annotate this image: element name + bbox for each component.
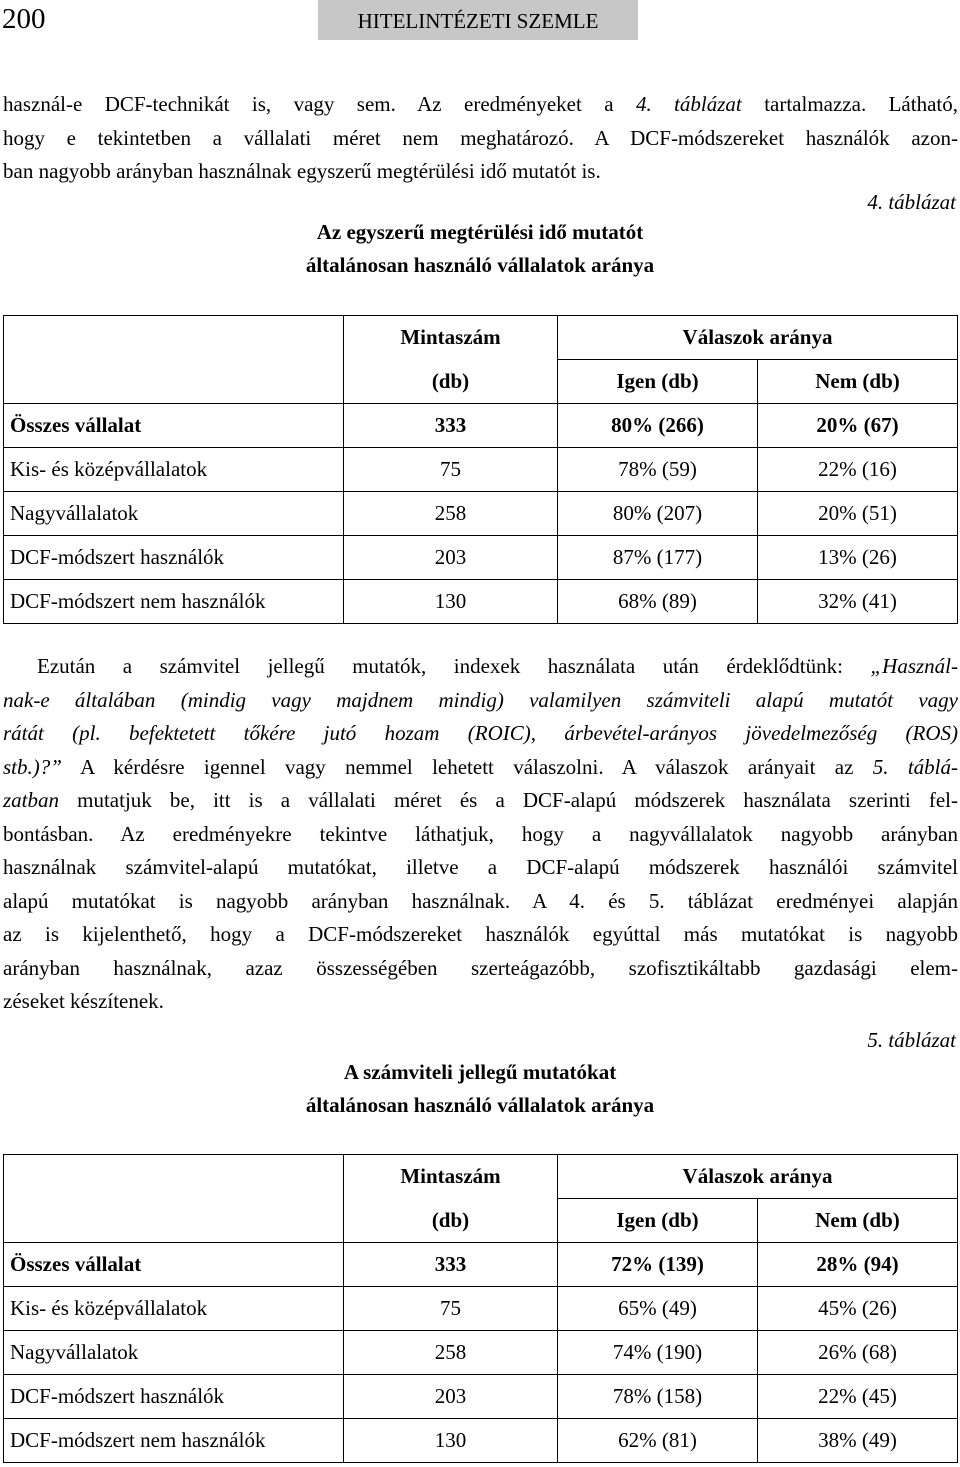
table-cell: Kis- és középvállalatok [4, 448, 344, 492]
table-payback [3, 315, 958, 624]
table-cell: DCF-módszert nem használók [4, 580, 344, 624]
header-empty [4, 360, 344, 404]
table-cell: 75 [344, 1287, 558, 1331]
text-line: ban nagyobb arányban használnak egyszerű megtérülési idő mutatót is. [3, 159, 601, 183]
table-cell: 65% (49) [558, 1287, 758, 1331]
table-cell: Nagyvállalatok [4, 492, 344, 536]
journal-title: HITELINTÉZETI SZEMLE [318, 0, 638, 40]
table-row [4, 1331, 958, 1375]
table-cell: 22% (16) [758, 448, 958, 492]
header-no: Nem (db) [758, 360, 958, 404]
page-number: 200 [2, 3, 46, 35]
text-line: Ezután a számvitel jellegű mutatók, indexek használata után érdeklődtünk: „Használ- [37, 654, 958, 678]
header-empty [4, 1199, 344, 1243]
table-number: 5. táblázat [867, 1028, 956, 1052]
table-title: A számviteli jellegű mutatókat általánosan használó vállalatok aránya [305, 1060, 655, 1117]
table-cell: 258 [344, 492, 558, 536]
table-row [4, 1243, 958, 1287]
paragraph-intro [3, 88, 958, 189]
header-answers: Válaszok aránya [558, 1155, 958, 1199]
table-cell: 20% (51) [758, 492, 958, 536]
header-yes: Igen (db) [558, 360, 758, 404]
table-cell: 75 [344, 448, 558, 492]
table-cell: 130 [344, 580, 558, 624]
header-sample-unit: (db) [344, 1199, 558, 1243]
table-cell: Nagyvállalatok [4, 1331, 344, 1375]
table-row [4, 1287, 958, 1331]
paragraph-body [3, 650, 958, 1019]
text-line: stb.)?” A kérdésre igennel vagy nemmel lehetett válaszolni. A válaszok arányait az 5. táblá- [3, 754, 958, 779]
header-sample-unit: (db) [344, 360, 558, 404]
text-line: alapú mutatókat is nagyobb arányban használnak. A 4. és 5. táblázat eredményei alapján [3, 888, 958, 913]
table-cell: 38% (49) [758, 1419, 958, 1463]
table-row [4, 1375, 958, 1419]
table-cell: 78% (59) [558, 448, 758, 492]
table-cell: 26% (68) [758, 1331, 958, 1375]
table-cell: 78% (158) [558, 1375, 758, 1419]
table-title: Az egyszerű megtérülési idő mutatót általánosan használó vállalatok aránya [305, 220, 655, 277]
table-row [4, 536, 958, 580]
table-row [4, 448, 958, 492]
table-cell: DCF-módszert használók [4, 1375, 344, 1419]
table-cell: Összes vállalat [4, 404, 344, 448]
text-line: hogy e tekintetben a vállalati méret nem meghatározó. A DCF-módszereket használók azon- [3, 125, 958, 150]
header-answers: Válaszok aránya [558, 316, 958, 360]
table-cell: 203 [344, 536, 558, 580]
table-cell: Összes vállalat [4, 1243, 344, 1287]
table-cell: 32% (41) [758, 580, 958, 624]
table-cell: 80% (266) [558, 404, 758, 448]
table-cell: 333 [344, 1243, 558, 1287]
table-cell: 68% (89) [558, 580, 758, 624]
table-cell: 72% (139) [558, 1243, 758, 1287]
table-cell: 20% (67) [758, 404, 958, 448]
table-cell: DCF-módszert nem használók [4, 1419, 344, 1463]
table-cell: 87% (177) [558, 536, 758, 580]
table-number: 4. táblázat [867, 190, 956, 214]
header-sample: Mintaszám [344, 316, 558, 360]
text-line: rátát (pl. befektetett tőkére jutó hozam (ROIC), árbevétel-arányos jövedelmezőség (ROS) [3, 721, 958, 745]
text-line: zéseket készítenek. [3, 989, 164, 1013]
table-cell: 80% (207) [558, 492, 758, 536]
header-no: Nem (db) [758, 1199, 958, 1243]
table-accounting [3, 1154, 958, 1463]
table-cell: Kis- és középvállalatok [4, 1287, 344, 1331]
table-cell: 28% (94) [758, 1243, 958, 1287]
text-line: zatban mutatjuk be, itt is a vállalati méret és a DCF-alapú módszerek használata szerinti fel- [3, 788, 958, 812]
page-header [0, 0, 960, 44]
table-row [4, 1419, 958, 1463]
text-line: használ-e DCF-technikát is, vagy sem. Az eredményeket a 4. táblázat tartalmazza. Látható, [3, 92, 958, 116]
table-row [4, 492, 958, 536]
text-line: az is kijelenthető, hogy a DCF-módszereket használók egyúttal más mutatókat is nagyobb [3, 922, 958, 946]
table-cell: 130 [344, 1419, 558, 1463]
table-cell: DCF-módszert használók [4, 536, 344, 580]
table-cell: 62% (81) [558, 1419, 758, 1463]
text-line: nak-e általában (mindig vagy majdnem mindig) valamilyen számviteli alapú mutatót vagy [3, 687, 958, 712]
table-row [4, 580, 958, 624]
text-line: használnak számvitel-alapú mutatókat, illetve a DCF-alapú módszerek használói számvitel [3, 855, 958, 879]
table-row [4, 404, 958, 448]
table-cell: 22% (45) [758, 1375, 958, 1419]
table-cell: 333 [344, 404, 558, 448]
table-cell: 258 [344, 1331, 558, 1375]
table-cell: 74% (190) [558, 1331, 758, 1375]
header-sample: Mintaszám [344, 1155, 558, 1199]
header-yes: Igen (db) [558, 1199, 758, 1243]
table-cell: 203 [344, 1375, 558, 1419]
header-empty [4, 316, 344, 360]
text-line: arányban használnak, azaz összességében szerteágazóbb, szofisztikáltabb gazdasági elem- [3, 955, 958, 980]
table-cell: 13% (26) [758, 536, 958, 580]
table-cell: 45% (26) [758, 1287, 958, 1331]
header-empty [4, 1155, 344, 1199]
text-line: bontásban. Az eredményekre tekintve láthatjuk, hogy a nagyvállalatok nagyobb arányban [3, 821, 958, 846]
